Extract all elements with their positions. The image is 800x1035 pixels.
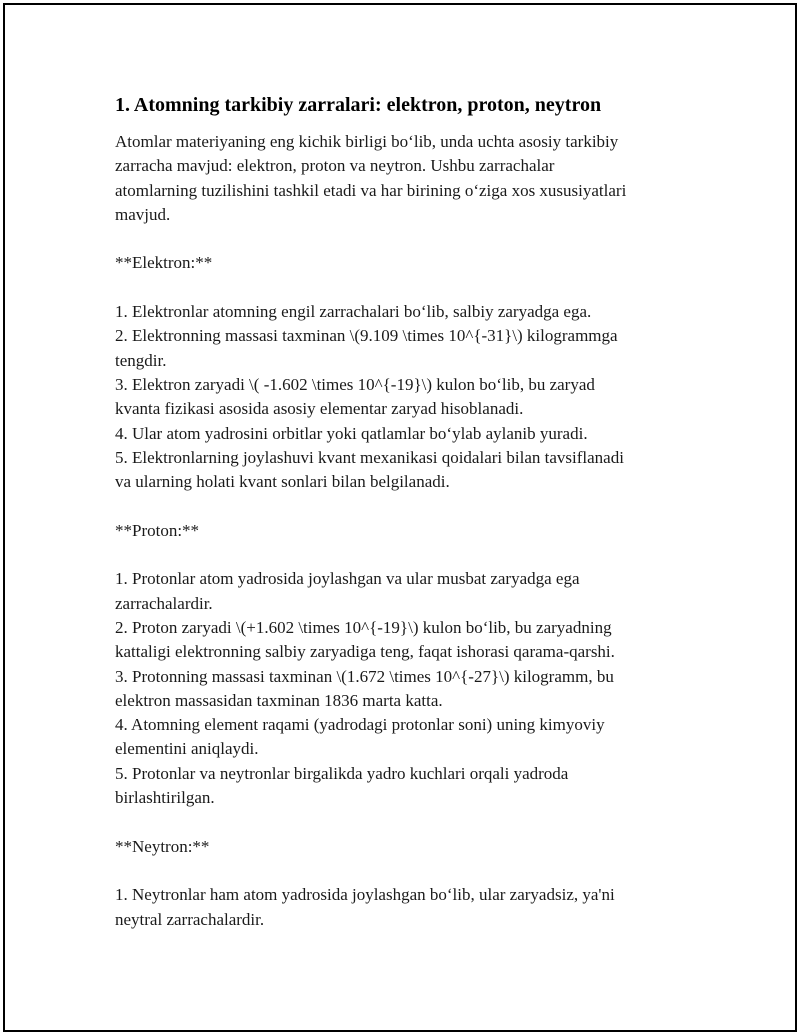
electron-line: 3. Elektron zaryadi \( -1.602 \times 10^{-19}\) kulon bo‘lib, bu zaryad bbox=[115, 374, 595, 394]
section-heading-proton: **Proton:** bbox=[115, 520, 200, 540]
intro-line: atomlarning tuzilishini tashkil etadi va har birining o‘ziga xos xususiyatlari bbox=[115, 180, 627, 200]
section-heading-electron: **Elektron:** bbox=[115, 253, 213, 273]
proton-line: elementini aniqlaydi. bbox=[115, 739, 259, 759]
electron-line: 4. Ular atom yadrosini orbitlar yoki qatlamlar bo‘ylab aylanib yuradi. bbox=[115, 423, 588, 443]
proton-list bbox=[115, 567, 675, 810]
intro-line: Atomlar materiyaning eng kichik birligi bo‘lib, unda uchta asosiy tarkibiy bbox=[115, 132, 619, 151]
neutron-line: 1. Neytronlar ham atom yadrosida joylashgan bo‘lib, ular zaryadsiz, ya'ni bbox=[115, 885, 615, 905]
neutron-line: neytral zarrachalardir. bbox=[115, 909, 265, 929]
spacer bbox=[115, 276, 675, 300]
intro-line: mavjud. bbox=[115, 204, 171, 224]
document-body bbox=[115, 92, 675, 932]
proton-line: 1. Protonlar atom yadrosida joylashgan va ular musbat zaryadga ega bbox=[115, 569, 580, 589]
electron-line: kvanta fizikasi asosida asosiy elementar zaryad hisoblanadi. bbox=[115, 399, 524, 419]
spacer bbox=[115, 227, 675, 251]
electron-line: 2. Elektronning massasi taxminan \(9.109 \times 10^{-31}\) kilogrammga bbox=[115, 326, 618, 346]
electron-line: 5. Elektronlarning joylashuvi kvant mexanikasi qoidalari bilan tavsiflanadi bbox=[115, 447, 624, 467]
proton-line: zarrachalardir. bbox=[115, 593, 213, 613]
proton-line: elektron massasidan taxminan 1836 marta katta. bbox=[115, 690, 443, 710]
proton-heading bbox=[115, 519, 675, 543]
proton-line: 2. Proton zaryadi \(+1.602 \times 10^{-19}\) kulon bo‘lib, bu zaryadning bbox=[115, 617, 612, 637]
electron-line: tengdir. bbox=[115, 350, 167, 370]
intro-paragraph bbox=[115, 130, 675, 227]
electron-line: 1. Elektronlar atomning engil zarrachalari bo‘lib, salbiy zaryadga ega. bbox=[115, 302, 592, 322]
proton-line: 5. Protonlar va neytronlar birgalikda yadro kuchlari orqali yadroda bbox=[115, 763, 569, 783]
neutron-heading bbox=[115, 835, 675, 859]
spacer bbox=[115, 494, 675, 518]
proton-line: kattaligi elektronning salbiy zaryadiga teng, faqat ishorasi qarama-qarshi. bbox=[115, 642, 615, 662]
spacer bbox=[115, 859, 675, 883]
electron-list bbox=[115, 300, 675, 494]
section-heading-neutron: **Neytron:** bbox=[115, 836, 210, 856]
intro-line: zarracha mavjud: elektron, proton va neytron. Ushbu zarrachalar bbox=[115, 156, 555, 176]
proton-line: 3. Protonning massasi taxminan \(1.672 \times 10^{-27}\) kilogramm, bu bbox=[115, 666, 614, 686]
document-title: 1. Atomning tarkibiy zarralari: elektron, proton, neytron bbox=[115, 94, 602, 116]
neutron-list bbox=[115, 883, 675, 932]
electron-line: va ularning holati kvant sonlari bilan belgilanadi. bbox=[115, 472, 450, 492]
proton-line: birlashtirilgan. bbox=[115, 788, 215, 808]
electron-heading bbox=[115, 251, 675, 275]
spacer bbox=[115, 810, 675, 834]
proton-line: 4. Atomning element raqami (yadrodagi protonlar soni) uning kimyoviy bbox=[115, 715, 605, 735]
spacer bbox=[115, 543, 675, 567]
